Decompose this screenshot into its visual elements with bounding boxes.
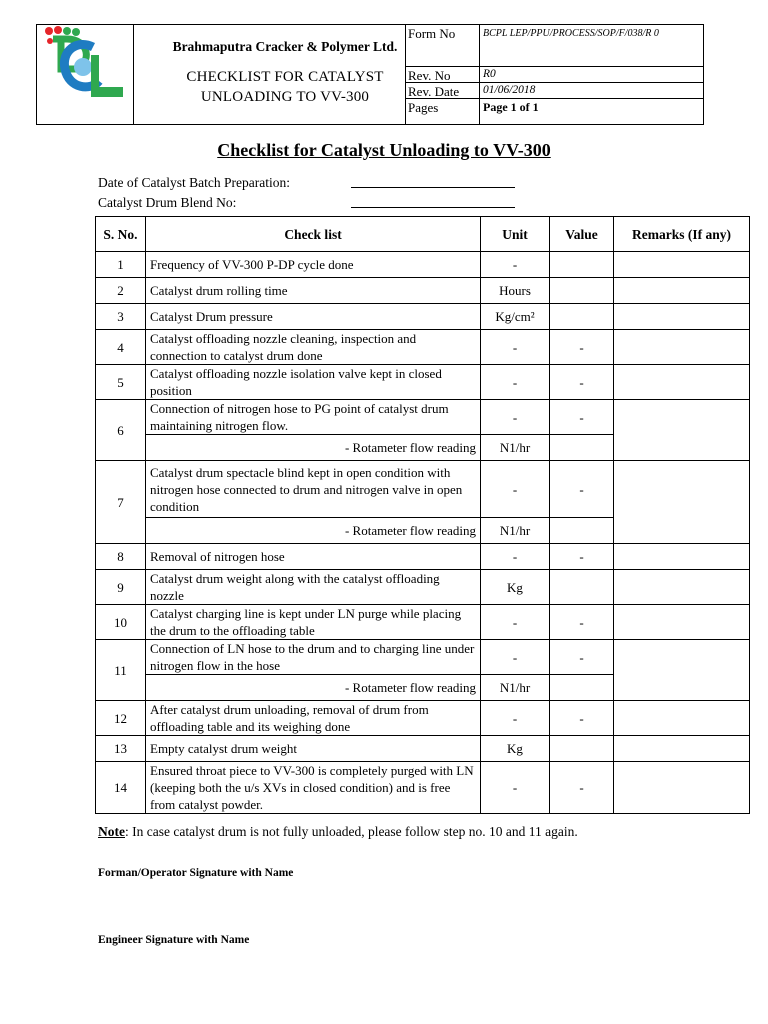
rev-date-value: 01/06/2018 <box>483 84 536 96</box>
checklist-item: Catalyst charging line is kept under LN purge while placing the drum to the offloading table <box>146 605 481 640</box>
table-row <box>96 400 750 435</box>
value-cell[interactable] <box>550 278 614 304</box>
value-cell[interactable] <box>550 252 614 278</box>
table-row <box>96 330 750 365</box>
sub-item: - Rotameter flow reading <box>146 435 481 461</box>
value-cell[interactable] <box>550 304 614 330</box>
sub-value-cell[interactable] <box>550 675 614 701</box>
sub-unit-cell: N1/hr <box>481 518 550 544</box>
row-number: 9 <box>96 570 146 605</box>
drum-blend-field[interactable] <box>351 193 515 208</box>
remarks-cell[interactable] <box>614 736 750 762</box>
sub-unit-cell: N1/hr <box>481 675 550 701</box>
sub-unit-cell: N1/hr <box>481 435 550 461</box>
table-row <box>96 736 750 762</box>
unit-cell: Kg/cm² <box>481 304 550 330</box>
note-label: Note <box>98 824 125 839</box>
table-row <box>96 762 750 814</box>
unit-cell: - <box>481 400 550 435</box>
row-number: 8 <box>96 544 146 570</box>
remarks-cell[interactable] <box>614 304 750 330</box>
remarks-cell[interactable] <box>614 278 750 304</box>
sub-item: - Rotameter flow reading <box>146 518 481 544</box>
remarks-cell[interactable] <box>614 461 750 544</box>
unit-cell: - <box>481 640 550 675</box>
note-text: : In case catalyst drum is not fully unloaded, please follow step no. 10 and 11 again. <box>125 824 578 839</box>
checklist-item: Connection of nitrogen hose to PG point of catalyst drum maintaining nitrogen flow. <box>146 400 481 435</box>
unit-cell: - <box>481 461 550 518</box>
footer-note <box>98 824 578 840</box>
row-number: 10 <box>96 605 146 640</box>
table-row <box>96 461 750 518</box>
table-row <box>96 278 750 304</box>
value-cell[interactable]: - <box>550 461 614 518</box>
checklist-item: Empty catalyst drum weight <box>146 736 481 762</box>
col-unit-header: Unit <box>481 217 550 252</box>
company-logo <box>41 25 129 121</box>
col-remarks-header: Remarks (If any) <box>614 217 750 252</box>
remarks-cell[interactable] <box>614 544 750 570</box>
table-row <box>96 252 750 278</box>
rev-date-label: Rev. Date <box>408 84 460 99</box>
value-cell[interactable]: - <box>550 640 614 675</box>
batch-date-field[interactable] <box>351 173 515 188</box>
unit-cell: - <box>481 365 550 400</box>
row-number: 11 <box>96 640 146 701</box>
unit-cell: - <box>481 252 550 278</box>
col-sno-header: S. No. <box>96 217 146 252</box>
sub-value-cell[interactable] <box>550 435 614 461</box>
unit-cell: - <box>481 762 550 814</box>
table-row <box>96 304 750 330</box>
row-number: 12 <box>96 701 146 736</box>
row-number: 3 <box>96 304 146 330</box>
unit-cell: Kg <box>481 570 550 605</box>
header-doc-title <box>133 67 437 107</box>
remarks-cell[interactable] <box>614 570 750 605</box>
pages-label: Pages <box>408 100 439 115</box>
batch-date-label: Date of Catalyst Batch Preparation: <box>98 175 290 190</box>
row-number: 7 <box>96 461 146 544</box>
row-number: 13 <box>96 736 146 762</box>
row-number: 14 <box>96 762 146 814</box>
unit-cell: - <box>481 701 550 736</box>
header-title-line1: CHECKLIST FOR CATALYST <box>186 69 384 85</box>
remarks-cell[interactable] <box>614 640 750 701</box>
row-number: 6 <box>96 400 146 461</box>
rev-no-label: Rev. No <box>408 68 451 83</box>
value-cell[interactable]: - <box>550 400 614 435</box>
value-cell[interactable] <box>550 570 614 605</box>
pages-value: Page 1 of 1 <box>483 100 539 114</box>
checklist-item: Removal of nitrogen hose <box>146 544 481 570</box>
row-number: 1 <box>96 252 146 278</box>
page-title: Checklist for Catalyst Unloading to VV-300 <box>217 140 551 160</box>
operator-signature-label: Forman/Operator Signature with Name <box>98 867 294 879</box>
table-row <box>96 365 750 400</box>
remarks-cell[interactable] <box>614 605 750 640</box>
unit-cell: - <box>481 544 550 570</box>
remarks-cell[interactable] <box>614 330 750 365</box>
row-number: 2 <box>96 278 146 304</box>
value-cell[interactable]: - <box>550 544 614 570</box>
table-header-row <box>96 217 750 252</box>
value-cell[interactable]: - <box>550 605 614 640</box>
checklist-item: Ensured throat piece to VV-300 is completely purged with LN (keeping both the u/s XVs in closed condition) and is free from catalyst powder. <box>146 762 481 814</box>
row-number: 4 <box>96 330 146 365</box>
checklist-item: Catalyst offloading nozzle isolation valve kept in closed position <box>146 365 481 400</box>
sub-item: - Rotameter flow reading <box>146 675 481 701</box>
table-row <box>96 640 750 675</box>
table-row <box>96 605 750 640</box>
sub-value-cell[interactable] <box>550 518 614 544</box>
value-cell[interactable]: - <box>550 701 614 736</box>
checklist-item: Catalyst Drum pressure <box>146 304 481 330</box>
document-header <box>36 24 704 125</box>
checklist-table <box>95 216 750 814</box>
remarks-cell[interactable] <box>614 365 750 400</box>
remarks-cell[interactable] <box>614 762 750 814</box>
value-cell[interactable]: - <box>550 762 614 814</box>
value-cell[interactable]: - <box>550 365 614 400</box>
checklist-item: Connection of LN hose to the drum and to charging line under nitrogen flow in the hose <box>146 640 481 675</box>
unit-cell: Hours <box>481 278 550 304</box>
table-row <box>96 544 750 570</box>
checklist-item: Catalyst offloading nozzle cleaning, inspection and connection to catalyst drum done <box>146 330 481 365</box>
col-checklist-header: Check list <box>146 217 481 252</box>
engineer-signature-label: Engineer Signature with Name <box>98 934 250 946</box>
checklist-item: After catalyst drum unloading, removal of drum from offloading table and its weighing done <box>146 701 481 736</box>
remarks-cell[interactable] <box>614 701 750 736</box>
header-title-line2: UNLOADING TO VV-300 <box>200 89 370 105</box>
value-cell[interactable] <box>550 736 614 762</box>
checklist-item: Catalyst drum spectacle blind kept in open condition with nitrogen hose connected to drum and nitrogen valve in open condition <box>146 461 481 518</box>
remarks-cell[interactable] <box>614 400 750 461</box>
col-value-header: Value <box>550 217 614 252</box>
rev-no-value: R0 <box>483 68 496 80</box>
unit-cell: - <box>481 605 550 640</box>
remarks-cell[interactable] <box>614 252 750 278</box>
unit-cell: - <box>481 330 550 365</box>
form-no-value: BCPL LEP/PPU/PROCESS/SOP/F/038/R 0 <box>483 28 659 39</box>
checklist-item: Frequency of VV-300 P-DP cycle done <box>146 252 481 278</box>
drum-blend-label: Catalyst Drum Blend No: <box>98 195 237 210</box>
checklist-item: Catalyst drum weight along with the catalyst offloading nozzle <box>146 570 481 605</box>
company-name: Brahmaputra Cracker & Polymer Ltd. <box>172 39 398 54</box>
table-row <box>96 570 750 605</box>
table-row <box>96 701 750 736</box>
checklist-item: Catalyst drum rolling time <box>146 278 481 304</box>
unit-cell: Kg <box>481 736 550 762</box>
form-no-label: Form No <box>408 26 456 41</box>
row-number: 5 <box>96 365 146 400</box>
value-cell[interactable]: - <box>550 330 614 365</box>
